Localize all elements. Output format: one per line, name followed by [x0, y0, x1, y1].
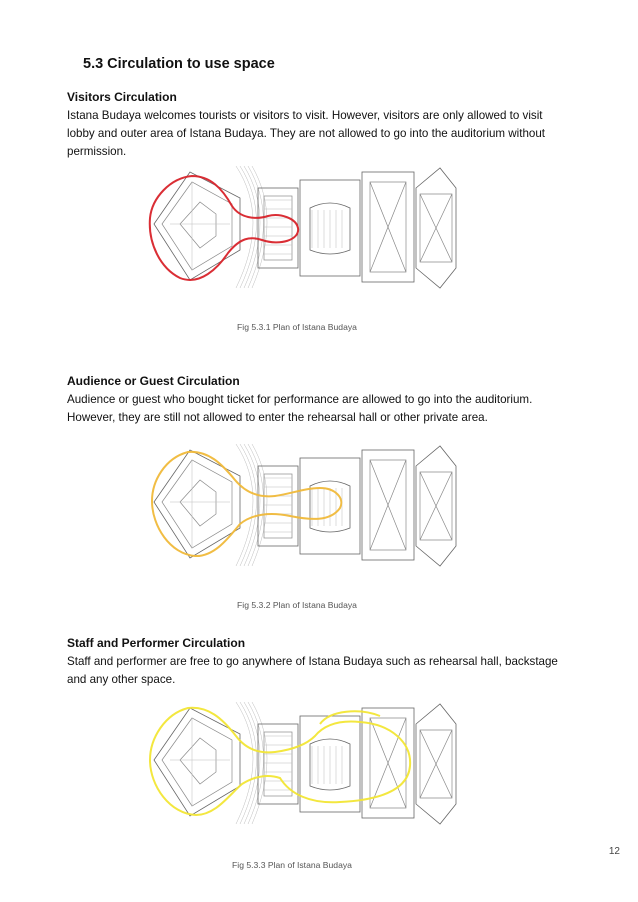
plan-drawing — [150, 702, 456, 824]
staff-circulation-title: Staff and Performer Circulation — [67, 636, 246, 650]
audience-circulation-title: Audience or Guest Circulation — [67, 374, 240, 388]
arc-line — [240, 702, 257, 824]
east-roof — [420, 472, 452, 540]
figure-caption: Fig 5.3.2 Plan of Istana Budaya — [237, 600, 357, 610]
paragraph-line: permission. — [67, 145, 127, 158]
visitors-circulation-title: Visitors Circulation — [67, 90, 177, 104]
west-wing-inner — [162, 182, 232, 270]
grid-lines — [170, 460, 230, 548]
west-wing-inner — [162, 718, 232, 806]
arc-line — [240, 166, 257, 288]
floor-plan-audience — [140, 436, 460, 576]
floor-plan-visitors — [140, 158, 460, 298]
figure-caption: Fig 5.3.3 Plan of Istana Budaya — [232, 860, 352, 870]
figure-caption: Fig 5.3.1 Plan of Istana Budaya — [237, 322, 357, 332]
arc-line — [248, 702, 264, 824]
plan-drawing — [150, 166, 456, 288]
grid-lines — [170, 182, 230, 270]
arc-line — [240, 444, 257, 566]
paragraph-line: Staff and performer are free to go anywhere of Istana Budaya such as rehearsal hall, backstage — [67, 655, 558, 668]
lobby-inner — [264, 474, 292, 538]
paragraph-line: lobby and outer area of Istana Budaya. They are not allowed to go into the auditorium without — [67, 127, 546, 140]
audience-circulation-text — [67, 391, 577, 427]
east-roof — [420, 194, 452, 262]
east-roof — [420, 730, 452, 798]
paragraph-line: Istana Budaya welcomes tourists or visitors to visit. However, visitors are only allowed to visit — [67, 109, 543, 122]
paragraph-line: However, they are still not allowed to enter the rehearsal hall or other private area. — [67, 411, 488, 424]
grid-lines — [170, 718, 230, 806]
circulation-route — [150, 176, 298, 280]
plan-drawing — [152, 444, 456, 566]
section-heading: 5.3 Circulation to use space — [83, 56, 275, 72]
stage-roof — [370, 460, 406, 550]
west-hall — [180, 202, 216, 248]
arc-line — [248, 444, 264, 566]
page-number: 12 — [608, 846, 620, 857]
stage-roof — [370, 718, 406, 808]
west-hall — [180, 480, 216, 526]
stage-roof — [370, 182, 406, 272]
west-hall — [180, 738, 216, 784]
arc-line — [236, 444, 253, 566]
circulation-route — [152, 452, 341, 556]
arc-line — [248, 166, 264, 288]
visitors-circulation-text — [67, 107, 577, 161]
staff-circulation-text — [67, 653, 577, 689]
arc-line — [236, 166, 253, 288]
paragraph-line: Audience or guest who bought ticket for performance are allowed to go into the auditorium. — [67, 393, 533, 406]
arc-line — [236, 702, 253, 824]
floor-plan-staff — [140, 694, 460, 834]
paragraph-line: and any other space. — [67, 673, 176, 686]
west-wing-inner — [162, 460, 232, 548]
lobby-inner — [264, 196, 292, 260]
